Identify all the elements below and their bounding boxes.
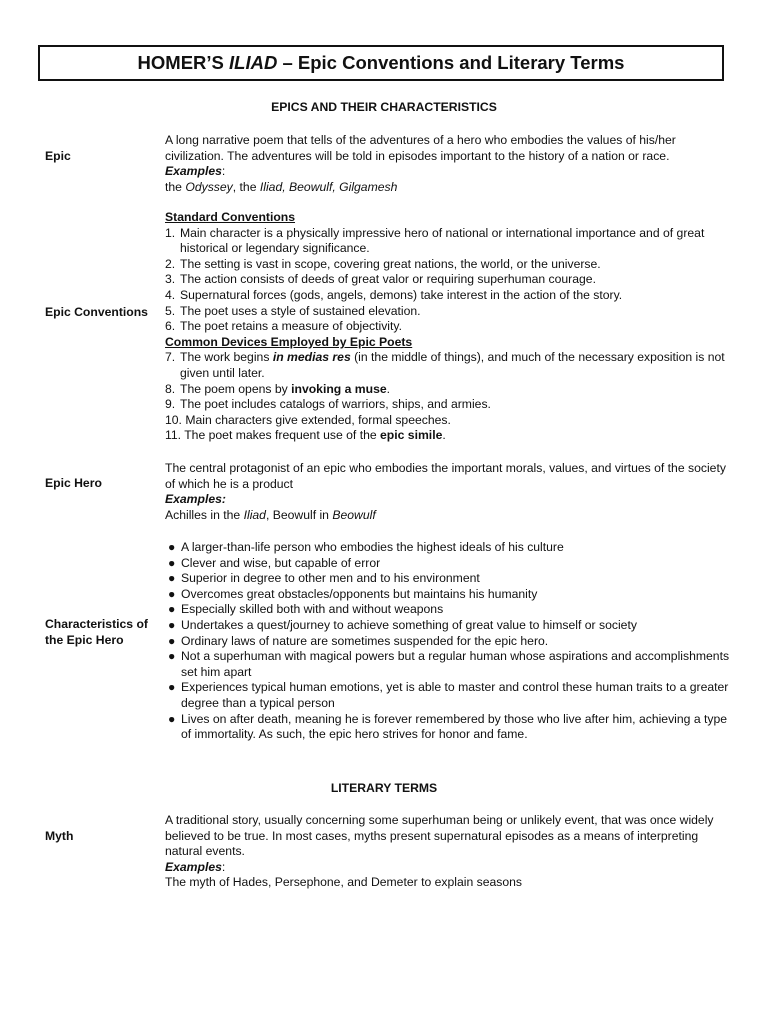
definition-epic-conventions bbox=[165, 210, 731, 444]
epic-examples: the Odyssey, the Iliad, Beowulf, Gilgamesh bbox=[165, 179, 398, 194]
epic-hero-examples: Achilles in the Iliad, Beowulf in Beowulf bbox=[165, 507, 376, 522]
epic-definition-text: A long narrative poem that tells of the adventures of a hero who embodies the values of his/her civilization. The adventures will be told in episodes important to the history of a nation or race. bbox=[165, 133, 676, 163]
list-item: 5. The poet uses a style of sustained elevation. bbox=[165, 303, 421, 318]
term-epic-hero: Epic Hero bbox=[45, 476, 102, 490]
list-item: 6. The poet retains a measure of objectivity. bbox=[165, 319, 402, 334]
list-item: ● Overcomes great obstacles/opponents but maintains his humanity bbox=[168, 586, 538, 601]
term-myth: Myth bbox=[45, 829, 74, 843]
characteristics-list bbox=[165, 540, 731, 743]
list-item: 7. The work begins in medias res (in the middle of things), and much of the necessary exposition is not given until later. bbox=[165, 350, 725, 380]
list-item: ● Not a superhuman with magical powers but a regular human whose aspirations and accomplishments set him apart bbox=[168, 649, 730, 679]
list-item: ● Superior in degree to other men and to his environment bbox=[168, 571, 480, 586]
definition-epic bbox=[165, 133, 731, 195]
title-prefix: HOMER’S bbox=[137, 52, 230, 73]
list-item: 11. The poet makes frequent use of the epic simile. bbox=[165, 428, 446, 443]
list-item: ● Lives on after death, meaning he is forever remembered by those who live after him, achieving a type of immortality. As such, the epic hero strives for honor and fame. bbox=[168, 711, 728, 742]
term-epic-conventions: Epic Conventions bbox=[45, 305, 148, 319]
epics-section-heading: EPICS AND THEIR CHARACTERISTICS bbox=[271, 100, 497, 114]
list-item: 1. Main character is a physically impressive hero of national or international importance and of great historical or legendary significance. bbox=[165, 225, 705, 256]
myth-example: The myth of Hades, Persephone, and Demeter to explain seasons bbox=[165, 875, 523, 890]
list-item: 9. The poet includes catalogs of warriors, ships, and armies. bbox=[165, 397, 491, 412]
title-suffix: – Epic Conventions and Literary Terms bbox=[277, 52, 625, 73]
epic-hero-examples-label: Examples: bbox=[165, 492, 226, 507]
page-title bbox=[38, 45, 724, 81]
list-item: ● Undertakes a quest/journey to achieve something of great value to himself or society bbox=[168, 617, 637, 632]
term-characteristics: Characteristics of the Epic Hero bbox=[45, 617, 148, 647]
standard-conventions-list bbox=[165, 226, 731, 335]
myth-examples-label: Examples: bbox=[165, 859, 226, 874]
definition-epic-hero bbox=[165, 461, 731, 523]
list-item: 2. The setting is vast in scope, covering great nations, the world, or the universe. bbox=[165, 256, 601, 271]
list-item: 3. The action consists of deeds of great valor or requiring superhuman courage. bbox=[165, 272, 596, 287]
list-item: 4. Supernatural forces (gods, angels, demons) take interest in the action of the story. bbox=[165, 287, 623, 302]
standard-conventions-heading: Standard Conventions bbox=[165, 210, 296, 224]
literary-terms-heading: LITERARY TERMS bbox=[330, 781, 438, 795]
list-item: ● Experiences typical human emotions, yet is able to master and control these human traits to a greater degree than a typical person bbox=[168, 680, 729, 710]
list-item: 10. Main characters give extended, formal speeches. bbox=[165, 412, 451, 427]
myth-definition-text: A traditional story, usually concerning some superhuman being or unlikely event, that was once widely believed to be true. In most cases, myths present supernatural episodes as a means of interpreting natural events. bbox=[165, 813, 714, 859]
term-epic: Epic bbox=[45, 149, 71, 163]
list-item: ● Ordinary laws of nature are sometimes suspended for the epic hero. bbox=[168, 633, 549, 648]
list-item: 8. The poem opens by invoking a muse. bbox=[165, 381, 391, 396]
definition-characteristics bbox=[165, 540, 731, 743]
epic-examples-label: Examples: bbox=[165, 164, 226, 179]
common-devices-list bbox=[165, 350, 731, 444]
definition-myth bbox=[165, 813, 731, 891]
common-devices-heading: Common Devices Employed by Epic Poets bbox=[165, 334, 413, 349]
list-item: ● Especially skilled both with and without weapons bbox=[168, 602, 444, 617]
list-item: ● A larger-than-life person who embodies the highest ideals of his culture bbox=[168, 540, 564, 554]
list-item: ● Clever and wise, but capable of error bbox=[168, 555, 381, 570]
epic-hero-definition-text: The central protagonist of an epic who embodies the important morals, values, and virtues of the society of which he is a product bbox=[165, 461, 726, 491]
title-italic: ILIAD bbox=[229, 52, 278, 73]
